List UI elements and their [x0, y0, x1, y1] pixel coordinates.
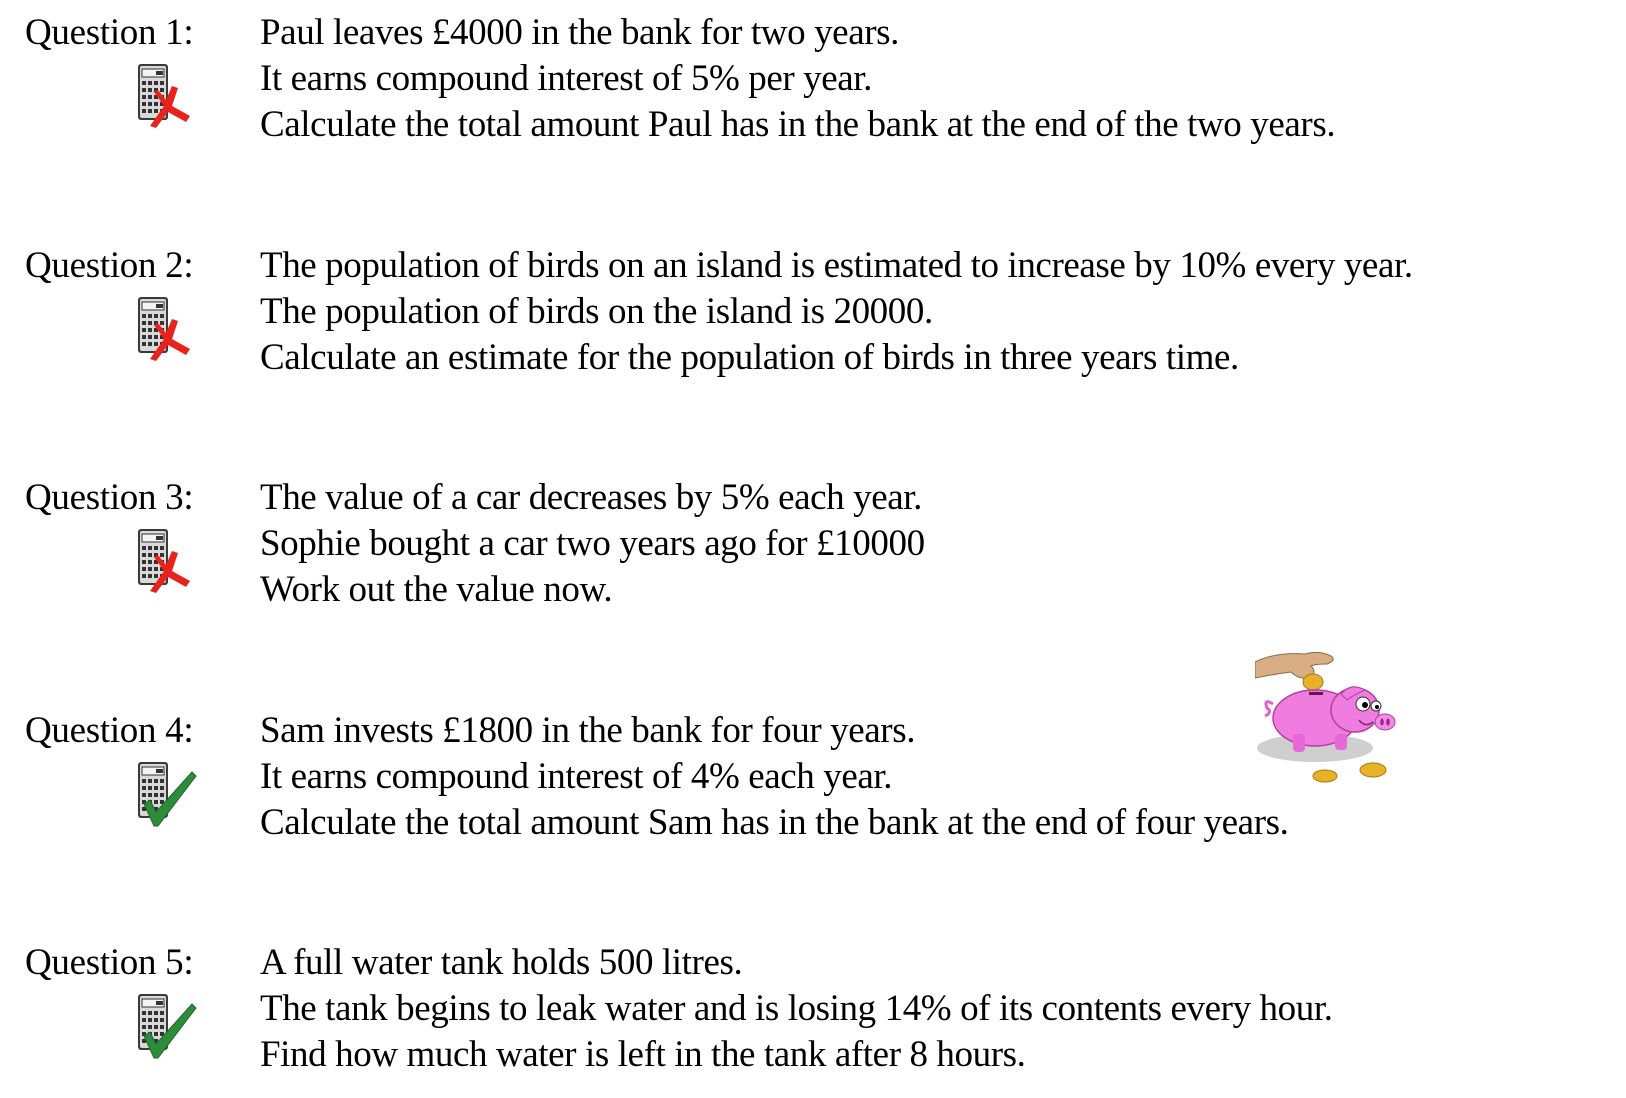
question-5	[0, 940, 1626, 1098]
question-line: It earns compound interest of 4% each year.	[260, 756, 893, 797]
calculator-not-allowed-icon	[136, 527, 202, 597]
question-label: Question 5:	[25, 942, 194, 983]
calculator-not-allowed-icon	[136, 295, 202, 365]
question-line: A full water tank holds 500 litres.	[260, 942, 743, 983]
question-text	[260, 940, 1333, 1078]
question-line: The tank begins to leak water and is losing 14% of its contents every hour.	[260, 988, 1333, 1029]
calculator-allowed-icon	[136, 760, 202, 830]
question-line: Calculate the total amount Sam has in the bank at the end of four years.	[260, 802, 1289, 843]
piggy-bank-illustration	[1255, 648, 1405, 788]
question-text	[260, 243, 1413, 381]
question-label: Question 1:	[25, 12, 194, 53]
calculator-allowed-icon	[136, 992, 202, 1062]
question-line: Find how much water is left in the tank after 8 hours.	[260, 1034, 1026, 1075]
question-line: Sam invests £1800 in the bank for four years.	[260, 710, 916, 751]
question-line: Calculate an estimate for the population of birds in three years time.	[260, 337, 1239, 378]
question-line: Work out the value now.	[260, 569, 613, 610]
question-label: Question 3:	[25, 477, 194, 518]
question-line: The population of birds on an island is estimated to increase by 10% every year.	[260, 245, 1413, 286]
question-text	[260, 10, 1335, 148]
question-1	[0, 10, 1626, 170]
question-line: Calculate the total amount Paul has in the bank at the end of the two years.	[260, 104, 1336, 145]
question-line: Paul leaves £4000 in the bank for two years.	[260, 12, 899, 53]
calculator-not-allowed-icon	[136, 62, 202, 132]
question-2	[0, 243, 1626, 403]
question-text	[260, 475, 925, 613]
question-text	[260, 708, 1288, 846]
question-3	[0, 475, 1626, 635]
question-line: Sophie bought a car two years ago for £10000	[260, 523, 925, 564]
question-line: It earns compound interest of 5% per year.	[260, 58, 872, 99]
question-label: Question 2:	[25, 245, 194, 286]
question-line: The value of a car decreases by 5% each year.	[260, 477, 923, 518]
question-line: The population of birds on the island is 20000.	[260, 291, 933, 332]
question-label: Question 4:	[25, 710, 194, 751]
